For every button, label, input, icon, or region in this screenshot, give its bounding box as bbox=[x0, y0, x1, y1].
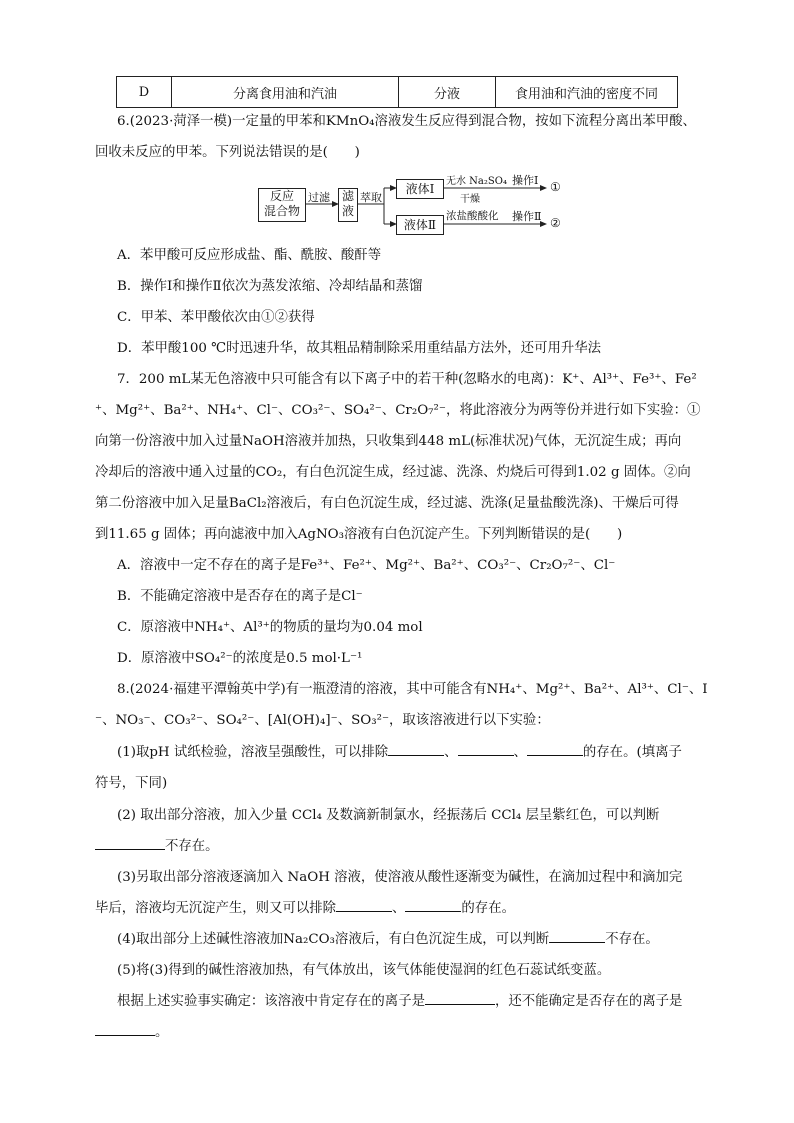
q8-part5: (5)将(3)得到的碱性溶液加热，有气体放出，该气体能使湿润的红色石蕊试纸变蓝。 bbox=[117, 963, 611, 978]
step1-op: 操作Ⅰ bbox=[512, 174, 539, 187]
answer-blank[interactable] bbox=[336, 897, 392, 912]
liquid2-box: 液体Ⅱ bbox=[396, 215, 444, 235]
q8-part1-cont: 符号，下同) bbox=[95, 776, 168, 791]
q8-line1: 8.(2024·福建平潭翰英中学)有一瓶澄清的溶液，其中可能含有NH₄⁺、Mg²⁺、Ba²⁺、Al³⁺、Cl⁻、I bbox=[117, 682, 708, 697]
q7-line4: 冷却后的溶液中通入过量的CO₂，有白色沉淀生成，经过滤、洗涤、灼烧后可得到1.02 g 固体。②向 bbox=[95, 465, 691, 480]
step2-op: 操作Ⅱ bbox=[512, 210, 542, 223]
answer-blank[interactable] bbox=[95, 835, 165, 850]
purpose-cell: 分离食用油和汽油 bbox=[172, 77, 399, 108]
method-cell: 分液 bbox=[399, 77, 496, 108]
q8-conclusion-cont: 。 bbox=[95, 1017, 705, 1048]
table-row bbox=[117, 77, 678, 108]
answer-blank[interactable] bbox=[527, 741, 583, 756]
q6-stem-line2: 回收未反应的甲苯。下列说法错误的是( ) bbox=[95, 145, 360, 160]
q6-flow-diagram bbox=[258, 168, 578, 240]
q7-option-b: B．不能确定溶液中是否存在的离子是Cl⁻ bbox=[117, 589, 363, 604]
answer-blank[interactable] bbox=[458, 741, 514, 756]
liquid1-box: 液体Ⅰ bbox=[396, 179, 444, 199]
extract-label: 萃取 bbox=[360, 191, 382, 204]
q7-line6: 到11.65 g 固体；再向滤液中加入AgNO₃溶液有白色沉淀产生。下列判断错误的是( ) bbox=[95, 527, 623, 542]
answer-blank[interactable] bbox=[388, 741, 444, 756]
q8-part2-cont: 不存在。 bbox=[95, 831, 705, 862]
q8-part4: (4)取出部分上述碱性溶液加Na₂CO₃溶液后，有白色沉淀生成，可以判断 不存在。 bbox=[117, 924, 727, 955]
reaction-mixture-box: 反应 混合物 bbox=[258, 188, 306, 222]
principle-cell: 食用油和汽油的密度不同 bbox=[496, 77, 678, 108]
q7-line5: 第二份溶液中加入足量BaCl₂溶液后，有白色沉淀生成，经过滤、洗涤(足量盐酸洗涤)、干燥后可得 bbox=[95, 496, 679, 511]
answer-blank[interactable] bbox=[549, 928, 605, 943]
step1-dry: 干燥 bbox=[460, 194, 480, 205]
q6-option-c: C．甲苯、苯甲酸依次由①②获得 bbox=[117, 310, 315, 325]
q7-line2: ⁺、Mg²⁺、Ba²⁺、NH₄⁺、Cl⁻、CO₃²⁻、SO₄²⁻、Cr₂O₇²⁻，将此溶液分为两等份并进行如下实验：① bbox=[95, 403, 701, 418]
q6-option-a: A．苯甲酸可反应形成盐、酯、酰胺、酸酐等 bbox=[117, 248, 382, 263]
q8-line2: ⁻、NO₃⁻、CO₃²⁻、SO₄²⁻、[Al(OH)₄]⁻、SO₃²⁻，取该溶液进行以下实验： bbox=[95, 713, 550, 728]
filtrate-box: 滤 液 bbox=[338, 188, 358, 222]
step1-reagent: 无水 Na₂SO₄ bbox=[446, 176, 507, 187]
q6-stem-line1: 6.(2023·菏泽一模)一定量的甲苯和KMnO₄溶液发生反应得到混合物，按如下流程分离出苯甲酸、 bbox=[117, 114, 696, 129]
option-cell: D bbox=[117, 77, 172, 108]
q7-option-d: D．原溶液中SO₄²⁻的浓度是0.5 mol·L⁻¹ bbox=[117, 651, 363, 666]
q8-part3: (3)另取出部分溶液逐滴加入 NaOH 溶液，使溶液从酸性逐渐变为碱性，在滴加过程中和滴加完 bbox=[117, 870, 683, 885]
answer-blank[interactable] bbox=[95, 1021, 155, 1036]
q7-line3: 向第一份溶液中加入过量NaOH溶液并加热，只收集到448 mL(标准状况)气体，无沉淀生成；再向 bbox=[95, 434, 682, 449]
product2: ② bbox=[550, 216, 561, 230]
q7-line1: 7．200 mL某无色溶液中只可能含有以下离子中的若干种(忽略水的电离)：K⁺、Al³⁺、Fe³⁺、Fe² bbox=[117, 372, 697, 387]
q7-option-c: C．原溶液中NH₄⁺、Al³⁺的物质的量均为0.04 mol bbox=[117, 620, 423, 635]
answer-blank[interactable] bbox=[425, 990, 495, 1005]
q6-option-b: B．操作Ⅰ和操作Ⅱ依次为蒸发浓缩、冷却结晶和蒸馏 bbox=[117, 279, 423, 294]
product1: ① bbox=[550, 180, 561, 194]
step2-reagent: 浓盐酸酸化 bbox=[446, 210, 499, 222]
filter-label: 过滤 bbox=[308, 191, 330, 204]
q8-part3-cont: 毕后，溶液均无沉淀产生，则又可以排除 、 的存在。 bbox=[95, 893, 705, 924]
q7-option-a: A．溶液中一定不存在的离子是Fe³⁺、Fe²⁺、Mg²⁺、Ba²⁺、CO₃²⁻、Cr₂O₇²⁻、Cl⁻ bbox=[117, 558, 616, 573]
q8-conclusion: 根据上述实验事实确定：该溶液中肯定存在的离子是 ，还不能确定是否存在的离子是 bbox=[117, 986, 727, 1017]
q8-part1: (1)取pH 试纸检验，溶液呈强酸性，可以排除 、 、 的存在。(填离子 bbox=[117, 737, 727, 768]
q8-part2: (2) 取出部分溶液，加入少量 CCl₄ 及数滴新制氯水，经振荡后 CCl₄ 层呈紫红色，可以判断 bbox=[117, 808, 660, 823]
answer-blank[interactable] bbox=[405, 897, 461, 912]
q6-option-d: D．苯甲酸100 ℃时迅速升华，故其粗品精制除采用重结晶方法外，还可用升华法 bbox=[117, 341, 602, 356]
options-table bbox=[116, 76, 678, 108]
